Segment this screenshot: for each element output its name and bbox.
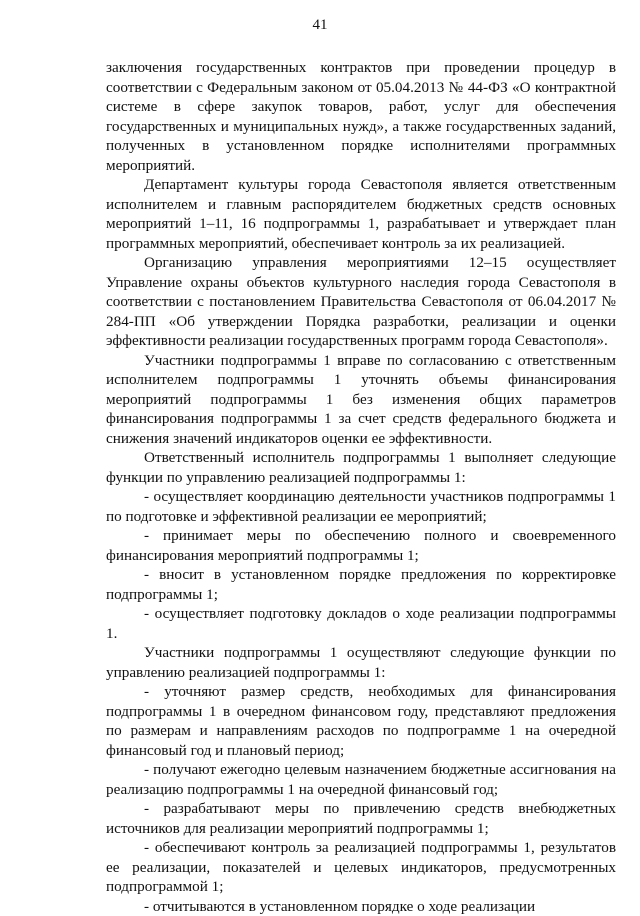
list-item: - разрабатывают меры по привлечению средств внебюджетных источников для реализации мероприятий подпрограммы 1; <box>106 799 616 838</box>
paragraph: Ответственный исполнитель подпрограммы 1 выполняет следующие функции по управлению реализацией подпрограммы 1: <box>106 448 616 487</box>
document-body <box>106 58 616 916</box>
paragraph: заключения государственных контрактов при проведении процедур в соответствии с Федеральным законом от 05.04.2013 № 44-ФЗ «О контрактной системе в сфере закупок товаров, работ, услуг для обеспечения государственных и муниципальных нужд», а также государственных заданий, полученных в установленном порядке исполнителями программных мероприятий. <box>106 58 616 175</box>
paragraph: Организацию управления мероприятиями 12–15 осуществляет Управление охраны объектов культурного наследия города Севастополя в соответствии с постановлением Правительства Севастополя от 06.04.2017 № 284-ПП «Об утверждении Порядка разработки, реализации и оценки эффективности реализации государственных программ города Севастополя». <box>106 253 616 351</box>
paragraph: Участники подпрограммы 1 вправе по согласованию с ответственным исполнителем подпрограммы 1 уточнять объемы финансирования мероприятий подпрограммы 1 без изменения общих параметров финансирования подпрограммы 1 за счет средств федерального бюджета и снижения значений индикаторов оценки ее эффективности. <box>106 351 616 449</box>
list-item: - осуществляет подготовку докладов о ходе реализации подпрограммы 1. <box>106 604 616 643</box>
list-item: - вносит в установленном порядке предложения по корректировке подпрограммы 1; <box>106 565 616 604</box>
list-item: - обеспечивают контроль за реализацией подпрограммы 1, результатов ее реализации, показателей и целевых индикаторов, предусмотренных подпрограммой 1; <box>106 838 616 897</box>
list-item: - осуществляет координацию деятельности участников подпрограммы 1 по подготовке и эффективной реализации ее мероприятий; <box>106 487 616 526</box>
paragraph: Департамент культуры города Севастополя является ответственным исполнителем и главным распорядителем бюджетных средств основных мероприятий 1–11, 16 подпрограммы 1, разрабатывает и утверждает план программных мероприятий, обеспечивает контроль за их реализацией. <box>106 175 616 253</box>
page-number: 41 <box>0 16 640 34</box>
list-item: - получают ежегодно целевым назначением бюджетные ассигнования на реализацию подпрограммы 1 на очередной финансовый год; <box>106 760 616 799</box>
list-item: - принимает меры по обеспечению полного и своевременного финансирования мероприятий подпрограммы 1; <box>106 526 616 565</box>
list-item: - уточняют размер средств, необходимых для финансирования подпрограммы 1 в очередном финансовом году, представляют предложения по размерам и направлениям расходов по подпрограмме 1 на очередной финансовый год и плановый период; <box>106 682 616 760</box>
paragraph: Участники подпрограммы 1 осуществляют следующие функции по управлению реализацией подпрограммы 1: <box>106 643 616 682</box>
list-item: - отчитываются в установленном порядке о ходе реализации <box>106 897 616 916</box>
